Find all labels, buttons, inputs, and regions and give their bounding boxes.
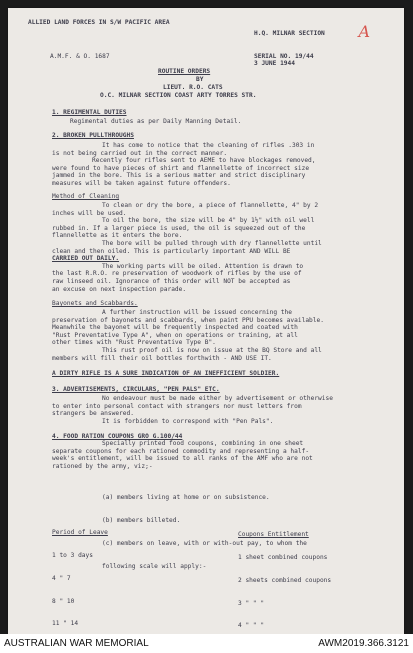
section-4-item: (b) members billeted. — [102, 516, 181, 524]
section-2-line: It has come to notice that the cleaning of rifles .303 in — [102, 142, 315, 149]
method-body — [52, 202, 322, 293]
bayonets-line: "Rust Preventative Type A", when on operations or training, at all — [52, 331, 298, 339]
bayonets-line: preservation of bayonets and scabbards, when paint PPU becomes available. — [52, 316, 324, 324]
section-3-body — [52, 395, 333, 425]
footer-accession-number: AWM2019.366.3121 — [318, 638, 409, 649]
coupons-row: 4 " " " — [238, 622, 265, 630]
header-left: ALLIED LAND FORCES IN S/W PACIFIC AREA — [28, 19, 170, 26]
section-4-line: Specially printed food coupons, combining in one sheet — [102, 440, 304, 447]
method-line: To clean or dry the bore, a piece of flannellette, 4" by 2 — [102, 202, 319, 209]
method-line: The bore will be pulled through with dry flannellette until — [102, 239, 322, 247]
leave-period-header: Period of Leave — [52, 529, 108, 537]
method-line: an excuse on next inspection parade. — [52, 285, 187, 293]
section-4-heading: 4. FOOD RATION COUPONS GRO G.100/44 — [52, 433, 183, 440]
section-2-body — [52, 142, 316, 188]
coupons-row: 2 sheets combined coupons — [238, 576, 332, 584]
serial-number: SERIAL NO. 19/44 — [254, 53, 314, 60]
section-2-heading: 2. BROKEN PULLTHROUGHS — [52, 132, 134, 139]
section-2-line: Recently four rifles sent to AEME to have blockages removed, — [92, 157, 316, 165]
section-3-line: No endeavour must be made either by advertisement or otherwise — [102, 395, 333, 402]
coupons-row: 3 " " " — [238, 599, 265, 607]
section-3-line: It is forbidden to correspond with "Pen Pals". — [102, 417, 274, 425]
leave-period-column — [52, 514, 108, 634]
section-2-line: jammed in the bore. This is a serious matter and strict disciplinary — [52, 172, 306, 180]
coupons-header: Coupons Entitlement — [238, 531, 309, 539]
section-4-line: rationed by the army, viz;- — [52, 462, 153, 470]
footer-institution: AUSTRALIAN WAR MEMORIAL — [4, 638, 149, 649]
section-4-item: (c) members on leave, with or with-out pay, to whom the — [102, 539, 307, 547]
bayonets-body — [52, 309, 324, 362]
method-line: The working parts will be oiled. Attention is drawn to — [102, 262, 304, 270]
section-4-item: following scale will apply:- — [102, 562, 207, 570]
coupons-column — [238, 516, 331, 634]
leave-period-row: 8 " 10 — [52, 597, 75, 605]
leave-period-row: 11 " 14 — [52, 620, 79, 628]
dirty-rifle-warning: A DIRTY RIFLE IS A SURE INDICATION OF AN INEFFICIENT SOLDIER. — [52, 370, 280, 377]
section-2-line: measures will be taken against future offenders. — [52, 179, 231, 187]
method-line: CARRIED OUT DAILY. — [52, 255, 120, 263]
method-heading: Method of Cleaning — [52, 193, 120, 200]
section-1-text: Regimental duties as per Daily Manning Detail. — [70, 118, 242, 125]
bayonets-line: members will fill their oil bottles forthwith - AND USE IT. — [52, 354, 272, 362]
leave-period-row: 4 " 7 — [52, 574, 71, 582]
title-by: BY — [196, 76, 204, 83]
footer-bar — [0, 634, 413, 653]
method-line: raw linseed oil. Ignorance of this order will NOT be accepted as — [52, 277, 291, 285]
section-4-line: separate coupons for each rationed commodity and representing a half- — [52, 447, 310, 455]
method-line: clean and then oiled. This is particularly important AND WILL BE — [52, 247, 291, 255]
ref-left: A.M.F. & O. 1687 — [50, 53, 110, 60]
method-line: rubbed in. If a larger piece is used, the oil is squeezed out of the — [52, 224, 306, 232]
title-officer: LIEUT. R.O. CATS — [163, 84, 223, 91]
bayonets-line: Meanwhile the bayonet will be frequently inspected and coated with — [52, 324, 298, 332]
method-line: To oil the bore, the size will be 4" by 1½" with oil well — [102, 217, 315, 225]
method-line: flannellette as it enters the bore. — [52, 232, 183, 240]
method-line: the last R.R.O. re preservation of woodwork of rifles by the use of — [52, 270, 302, 278]
document-page — [8, 8, 404, 634]
section-3-line: to enter into personal contact with strangers nor must letters from — [52, 402, 302, 410]
bayonets-line: This rust proof oil is now on issue at the BQ Store and all — [102, 346, 322, 354]
bayonets-heading: Bayonets and Scabbards. — [52, 300, 138, 307]
handwritten-mark: A — [358, 22, 370, 41]
section-2-line: is not being carried out in the correct manner. — [52, 149, 228, 157]
section-2-line: were found to have pieces of shirt and flannellette of incorrect size — [52, 164, 310, 172]
bayonets-line: other times with "Rust Preventative Type B". — [52, 339, 216, 347]
section-4-line: week's entitlement, will be issued to all ranks of the AMF who are not — [52, 455, 313, 463]
section-4-body — [52, 440, 313, 470]
section-4-item: (a) members living at home or on subsistence. — [102, 494, 270, 502]
section-3-heading: 3. ADVERTISEMENTS, CIRCULARS, "PEN PALS" ETC. — [52, 386, 220, 393]
leave-period-row: 1 to 3 days — [52, 551, 93, 559]
title-routine-orders: ROUTINE ORDERS — [158, 68, 211, 75]
document-date: 3 JUNE 1944 — [254, 60, 295, 67]
bayonets-line: A further instruction will be issued concerning the — [102, 309, 292, 316]
method-line: inches will be used. — [52, 209, 127, 217]
section-1-heading: 1. REGIMENTAL DUTIES — [52, 109, 127, 116]
coupons-row: 1 sheet combined coupons — [238, 553, 328, 561]
section-3-line: strangers be answered. — [52, 410, 134, 418]
title-unit: O.C. MILNAR SECTION COAST ARTY TORRES STR. — [100, 92, 257, 99]
header-right: H.Q. MILNAR SECTION — [254, 30, 325, 37]
